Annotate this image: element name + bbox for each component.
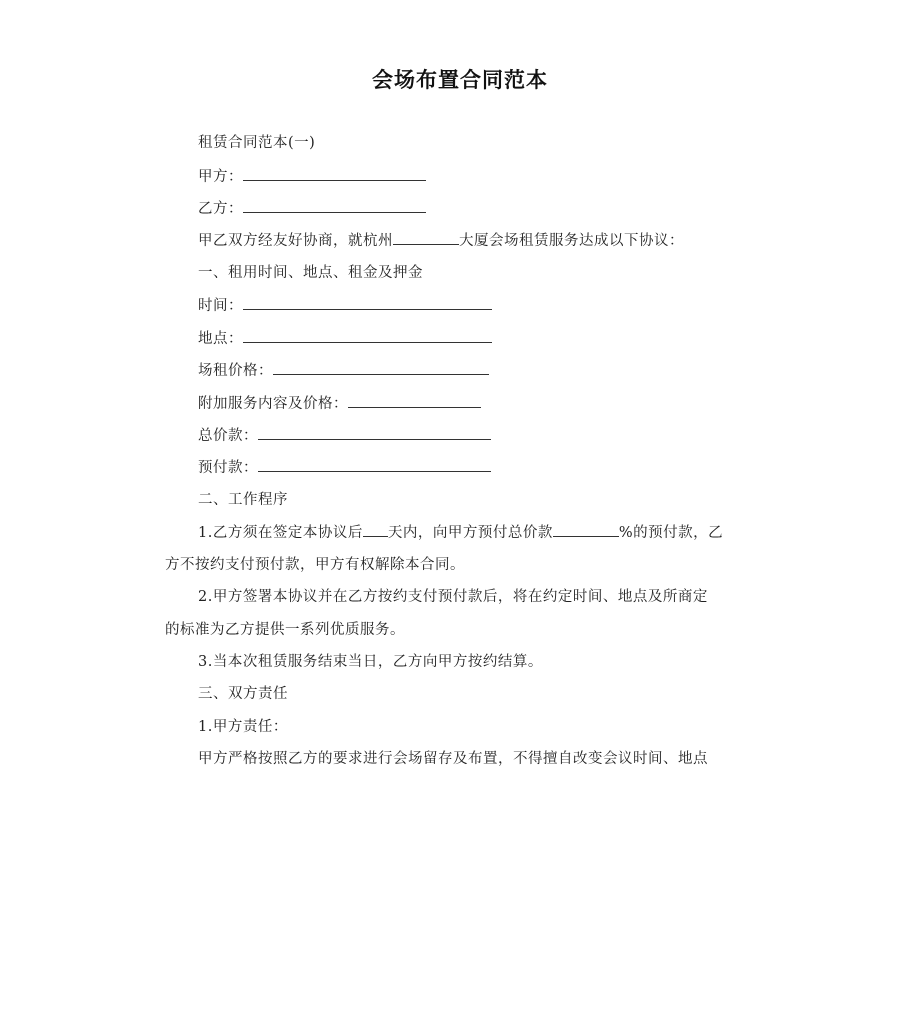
time-label: 时间： xyxy=(198,298,243,314)
total-price-line xyxy=(198,425,491,446)
document-title: 会场布置合同范本 xyxy=(372,68,548,92)
days-blank xyxy=(363,522,388,537)
section-2-heading: 二、工作程序 xyxy=(198,492,288,508)
rent-price-label: 场租价格： xyxy=(198,363,273,379)
procedure-1 xyxy=(198,522,723,543)
time-blank xyxy=(243,295,492,310)
building-blank xyxy=(393,230,459,245)
rent-price-line xyxy=(198,360,489,381)
location-line xyxy=(198,328,492,349)
party-a-duty-text: 甲方严格按照乙方的要求进行会场留存及布置，不得擅自改变会议时间、地点 xyxy=(198,751,708,767)
location-blank xyxy=(243,328,492,343)
procedure-2-cont: 的标准为乙方提供一系列优质服务。 xyxy=(165,622,405,638)
section-1-heading: 一、租用时间、地点、租金及押金 xyxy=(198,265,423,281)
location-label: 地点： xyxy=(198,331,243,347)
procedure-3: 3.当本次租赁服务结束当日，乙方向甲方按约结算。 xyxy=(198,654,543,670)
prepayment-label: 预付款： xyxy=(198,460,258,476)
intro-text-1: 甲乙双方经友好协商，就杭州 xyxy=(198,233,393,249)
prepayment-blank xyxy=(258,457,491,472)
time-line xyxy=(198,295,492,316)
procedure-1-text-1: 1.乙方须在签定本协议后 xyxy=(198,525,363,541)
extra-service-label: 附加服务内容及价格： xyxy=(198,396,348,412)
extra-service-blank xyxy=(348,393,481,408)
party-a-label: 甲方： xyxy=(198,169,243,185)
procedure-1-text-2: 天内，向甲方预付总价款 xyxy=(387,525,553,541)
extra-service-line xyxy=(198,393,481,414)
party-a-blank xyxy=(243,166,426,181)
contract-subtitle: 租赁合同范本(一) xyxy=(198,135,316,151)
party-a-duty-heading: 1.甲方责任： xyxy=(198,719,288,735)
party-b-blank xyxy=(243,198,426,213)
procedure-1-cont: 方不按约支付预付款，甲方有权解除本合同。 xyxy=(165,557,465,573)
procedure-2: 2.甲方签署本协议并在乙方按约支付预付款后，将在约定时间、地点及所商定 xyxy=(198,589,708,605)
party-a-line xyxy=(198,166,426,187)
procedure-1-text-3: %的预付款，乙 xyxy=(618,525,724,541)
intro-text-2: 大厦会场租赁服务达成以下协议： xyxy=(459,233,684,249)
rent-price-blank xyxy=(273,360,489,375)
percent-blank xyxy=(553,522,619,537)
total-price-blank xyxy=(258,425,491,440)
party-b-label: 乙方： xyxy=(198,201,243,217)
section-3-heading: 三、双方责任 xyxy=(198,686,288,702)
prepayment-line xyxy=(198,457,491,478)
total-price-label: 总价款： xyxy=(198,428,258,444)
party-b-line xyxy=(198,198,426,219)
agreement-intro xyxy=(198,230,684,251)
